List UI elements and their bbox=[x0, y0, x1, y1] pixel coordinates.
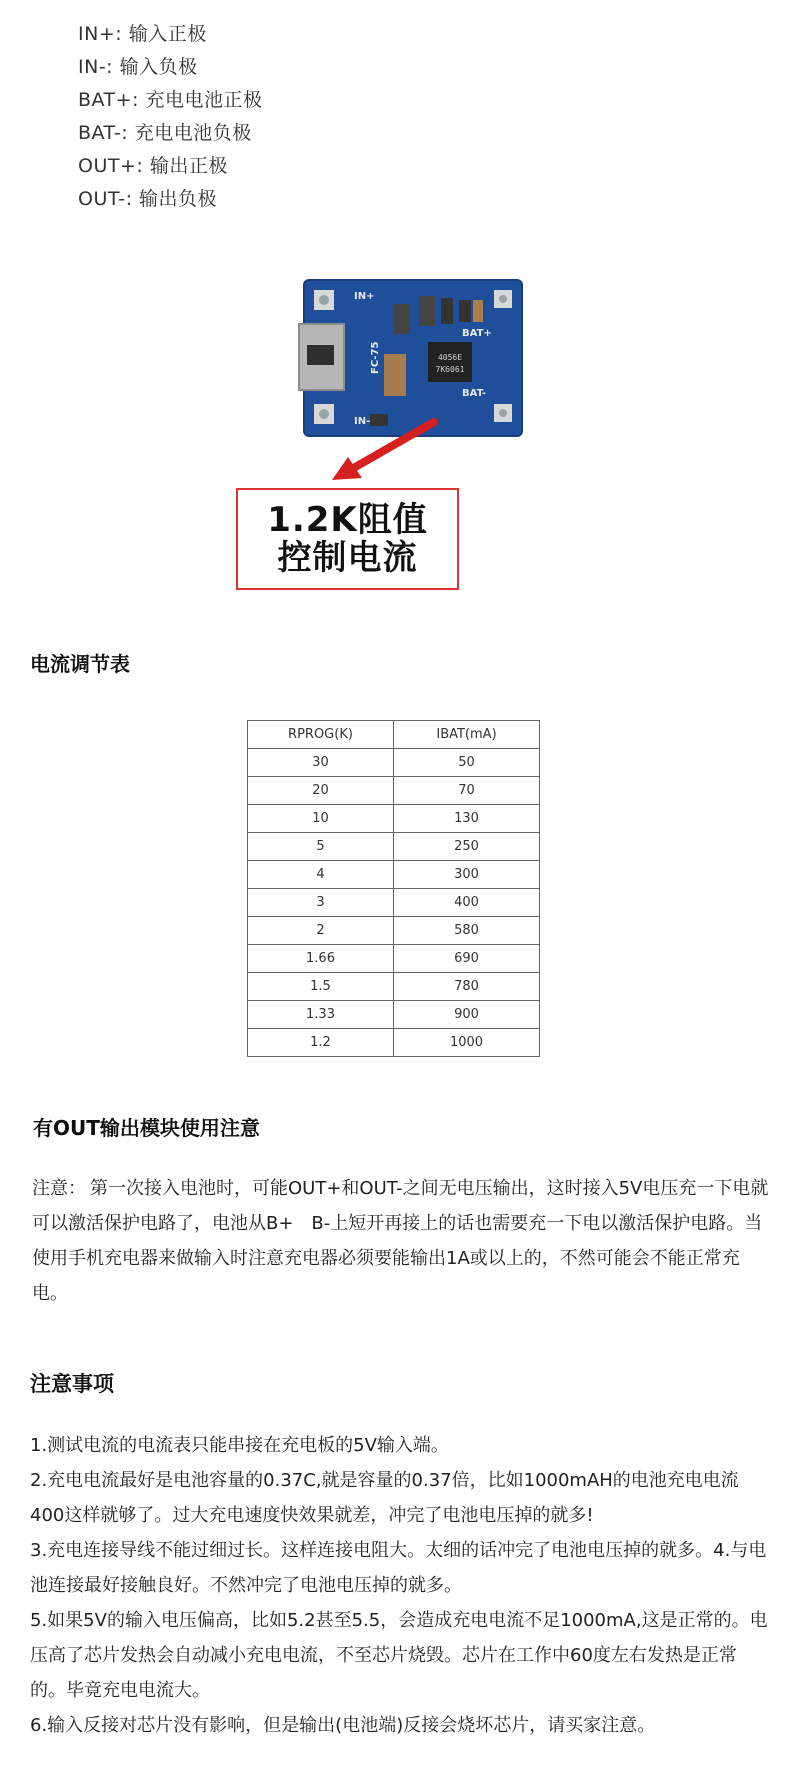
notice-text: 第一次接入电池时，可能OUT+和OUT-之间无电压输出，这时接入5V电压充一下电就可以激活保护电路了，电池从B+ B-上短开再接上的话也需要充一下电以激活保护电路。当使用手机充电器来做输入时注意充电器必须要能输出1A或以上的，不然可能会不能正常充电。 bbox=[32, 1178, 769, 1304]
pin-description: 输入正极 bbox=[128, 23, 207, 45]
table-row bbox=[248, 833, 540, 861]
arrow-pointer bbox=[322, 414, 442, 490]
ibat-cell: 130 bbox=[394, 805, 540, 833]
chip-text-line2: 7K6061 bbox=[435, 365, 465, 374]
pin-label: IN-: bbox=[78, 56, 114, 78]
current-adjustment-table bbox=[247, 720, 540, 1057]
rprog-cell: 1.66 bbox=[248, 945, 394, 973]
ibat-cell: 580 bbox=[394, 917, 540, 945]
board-label-in-minus: IN- bbox=[354, 416, 371, 427]
rprog-cell: 1.33 bbox=[248, 1001, 394, 1029]
precaution-item: 2.充电电流最好是电池容量的0.37C,就是容量的0.37倍，比如1000mAH的电池充电电流400这样就够了。过大充电速度快效果就差，冲完了电池电压掉的就多! bbox=[30, 1470, 739, 1526]
board-label-bat-minus: BAT- bbox=[462, 388, 487, 399]
table-row bbox=[248, 945, 540, 973]
precaution-item: 3.充电连接导线不能过细过长。这样连接电阻大。太细的话冲完了电池电压掉的就多。4.与电池连接最好接触良好。不然冲完了电池电压掉的就多。 bbox=[30, 1540, 767, 1596]
current-table-title: 电流调节表 bbox=[30, 652, 130, 676]
table-row bbox=[248, 861, 540, 889]
arrow-shaft bbox=[350, 422, 434, 470]
pin-description: 充电电池正极 bbox=[145, 89, 263, 111]
out-module-title: 有OUT输出模块使用注意 bbox=[33, 1116, 260, 1140]
precautions-title: 注意事项 bbox=[30, 1372, 114, 1396]
ibat-cell: 300 bbox=[394, 861, 540, 889]
pad-hole bbox=[499, 295, 507, 303]
pin-item bbox=[78, 117, 263, 150]
pin-description: 输出正极 bbox=[149, 155, 228, 177]
rprog-cell: 1.5 bbox=[248, 973, 394, 1001]
resistor bbox=[394, 304, 410, 334]
charger-chip bbox=[428, 342, 472, 382]
pin-item bbox=[78, 150, 263, 183]
ibat-cell: 250 bbox=[394, 833, 540, 861]
resistor bbox=[459, 300, 471, 322]
table-row bbox=[248, 1001, 540, 1029]
table-row bbox=[248, 889, 540, 917]
pin-description: 输入负极 bbox=[119, 56, 198, 78]
precaution-item: 6.输入反接对芯片没有影响，但是输出(电池端)反接会烧坏芯片，请买家注意。 bbox=[30, 1715, 656, 1736]
pin-item bbox=[78, 51, 263, 84]
pin-definition-list bbox=[78, 18, 263, 216]
precaution-item: 5.如果5V的输入电压偏高，比如5.2甚至5.5，会造成充电电流不足1000mA,这是正常的。电压高了芯片发热会自动减小充电电流，不至芯片烧毁。芯片在工作中60度左右发热是正常的。毕竟充电电流大。 bbox=[30, 1610, 768, 1701]
table-row bbox=[248, 749, 540, 777]
pin-label: OUT+: bbox=[78, 155, 144, 177]
pin-label: BAT+: bbox=[78, 89, 139, 111]
precaution-item: 1.测试电流的电流表只能串接在充电板的5V输入端。 bbox=[30, 1435, 449, 1456]
pin-label: OUT-: bbox=[78, 188, 133, 210]
pad-hole bbox=[499, 409, 507, 417]
table-row bbox=[248, 917, 540, 945]
rprog-cell: 3 bbox=[248, 889, 394, 917]
ibat-cell: 780 bbox=[394, 973, 540, 1001]
rprog-cell: 20 bbox=[248, 777, 394, 805]
board-label-fc: FC-75 bbox=[370, 341, 381, 374]
pin-label: BAT-: bbox=[78, 122, 129, 144]
ibat-cell: 690 bbox=[394, 945, 540, 973]
out-module-notice bbox=[32, 1171, 769, 1311]
precautions-list bbox=[30, 1428, 772, 1743]
header-ibat: IBAT(mA) bbox=[394, 721, 540, 749]
ibat-cell: 50 bbox=[394, 749, 540, 777]
table-header-row bbox=[248, 721, 540, 749]
capacitor bbox=[473, 300, 483, 322]
current-table-wrapper bbox=[247, 720, 540, 1057]
rprog-cell: 2 bbox=[248, 917, 394, 945]
capacitor bbox=[384, 354, 406, 396]
chip-text-line1: 4056E bbox=[437, 353, 463, 362]
rprog-cell: 5 bbox=[248, 833, 394, 861]
pin-label: IN+: bbox=[78, 23, 123, 45]
rprog-cell: 4 bbox=[248, 861, 394, 889]
resistor bbox=[419, 296, 435, 326]
board-label-in-plus: IN+ bbox=[354, 291, 375, 302]
usb-opening bbox=[307, 345, 334, 365]
callout-line-2: 控制电流 bbox=[277, 538, 418, 578]
rprog-cell: 1.2 bbox=[248, 1029, 394, 1057]
rprog-cell: 30 bbox=[248, 749, 394, 777]
ibat-cell: 1000 bbox=[394, 1029, 540, 1057]
ibat-cell: 400 bbox=[394, 889, 540, 917]
rprog-cell: 10 bbox=[248, 805, 394, 833]
pad-hole bbox=[319, 295, 329, 305]
pin-description: 充电电池负极 bbox=[134, 122, 252, 144]
notice-prefix: 注意： bbox=[32, 1178, 86, 1199]
table-row bbox=[248, 1029, 540, 1057]
pin-item bbox=[78, 84, 263, 117]
table-row bbox=[248, 973, 540, 1001]
pin-description: 输出负极 bbox=[139, 188, 218, 210]
table-row bbox=[248, 777, 540, 805]
table-row bbox=[248, 805, 540, 833]
pin-item bbox=[78, 18, 263, 51]
header-rprog: RPROG(K) bbox=[248, 721, 394, 749]
board-label-bat-plus: BAT+ bbox=[462, 328, 492, 339]
rprog-callout-box bbox=[236, 488, 459, 590]
ibat-cell: 900 bbox=[394, 1001, 540, 1029]
red-arrow-icon bbox=[322, 414, 442, 490]
resistor bbox=[441, 298, 453, 324]
pin-item bbox=[78, 183, 263, 216]
ibat-cell: 70 bbox=[394, 777, 540, 805]
callout-line-1: 1.2K阻值 bbox=[267, 499, 428, 540]
